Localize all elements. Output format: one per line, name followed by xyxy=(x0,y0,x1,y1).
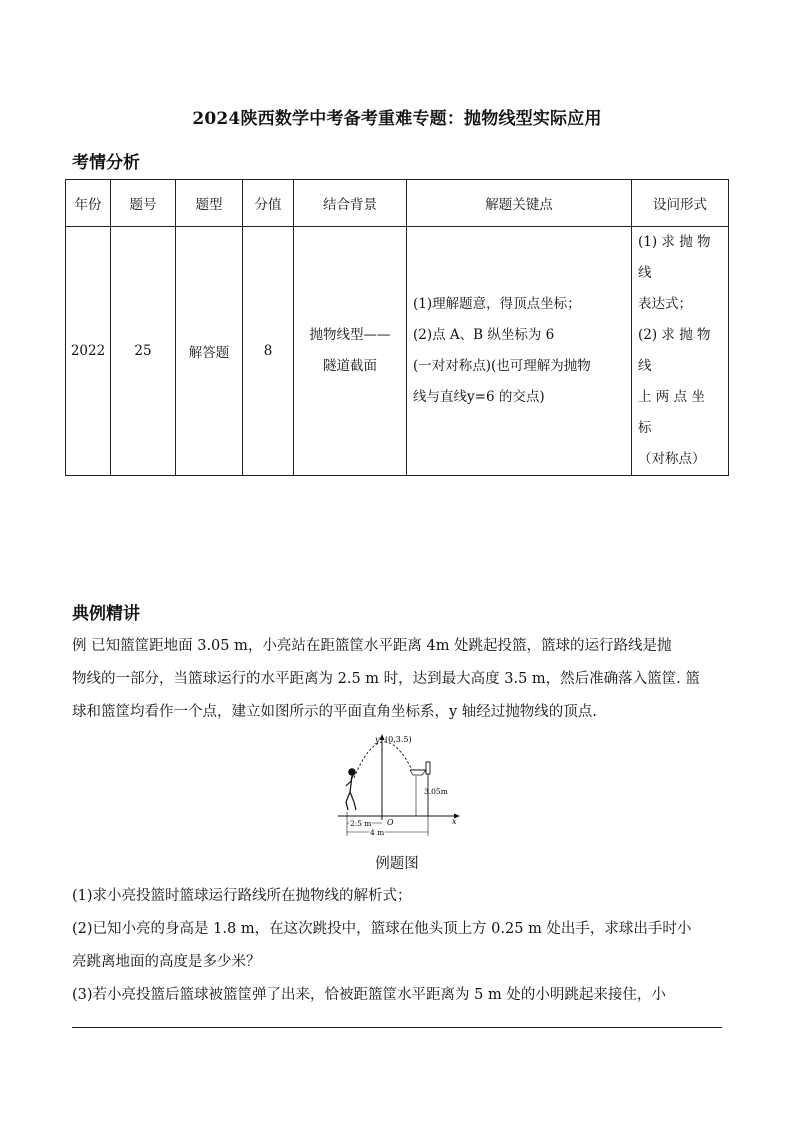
vertex-label: (0,3.5) xyxy=(385,735,412,744)
header-number: 题号 xyxy=(111,180,176,227)
analysis-table xyxy=(65,179,729,476)
background-line: 抛物线型—— xyxy=(309,327,391,343)
question-3: (3)若小亮投篮后篮球被篮筐弹了出来，恰被距篮筐水平距离为 5 m 处的小明跳起来接住，小 xyxy=(72,987,666,1003)
cell-score: 8 xyxy=(243,227,294,476)
y-axis-arrow xyxy=(380,734,385,740)
cell-key-points xyxy=(407,227,632,476)
x-axis-label: x xyxy=(452,817,457,826)
cell-number: 25 xyxy=(111,227,176,476)
cell-background xyxy=(294,227,407,476)
question-2-line1: (2)已知小亮的身高是 1.8 m，在这次跳投中，篮球在他头顶上方 0.25 m 处出手，求球出手时小 xyxy=(72,921,692,937)
height-label: 3.05m xyxy=(424,787,448,796)
question-1: (1)求小亮投篮时篮球运行路线所在抛物线的解析式； xyxy=(72,888,412,904)
dim-label-2-5: 2.5 m xyxy=(350,819,372,828)
header-background: 结合背景 xyxy=(294,180,407,227)
cell-year: 2022 xyxy=(66,227,111,476)
section-heading-analysis: 考情分析 xyxy=(72,153,140,173)
header-year: 年份 xyxy=(66,180,111,227)
key-point-line: (1)理解题意，得顶点坐标； xyxy=(413,296,581,312)
form-line: （对称点） xyxy=(638,451,706,467)
figure-caption: 例题图 xyxy=(375,856,419,872)
backboard xyxy=(426,762,430,774)
dim-label-4: 4 m xyxy=(370,828,385,837)
question-2-line2: 亮跳离地面的高度是多少米？ xyxy=(72,954,261,970)
example-line: 物线的一部分，当篮球运行的水平距离为 2.5 m 时，达到最大高度 3.5 m，然后准确落入篮筐. 篮 xyxy=(72,671,700,687)
header-type: 题型 xyxy=(176,180,243,227)
table-header-row xyxy=(66,180,729,227)
header-score: 分值 xyxy=(243,180,294,227)
page-title: 2024陕西数学中考备考重难专题：抛物线型实际应用 xyxy=(192,109,602,129)
form-line: (1) 求 抛 物 线 xyxy=(638,234,711,281)
cell-type: 解答题 xyxy=(176,227,243,476)
hoop-net xyxy=(410,770,426,775)
form-line: 上 两 点 坐 标 xyxy=(638,389,705,436)
key-point-line: (一对对称点)(也可理解为抛物 xyxy=(413,358,591,374)
y-axis-label: y xyxy=(375,735,380,744)
header-question-form: 设问形式 xyxy=(632,180,729,227)
key-point-line: (2)点 A、B 纵坐标为 6 xyxy=(413,327,555,343)
table-row xyxy=(66,227,729,476)
form-line: (2) 求 抛 物 线 xyxy=(638,327,711,374)
header-key-points: 解题关键点 xyxy=(407,180,632,227)
example-paragraph xyxy=(72,630,724,729)
section-heading-examples: 典例精讲 xyxy=(72,604,140,624)
footer-rule xyxy=(72,1027,722,1028)
example-line: 例 已知篮筐距地面 3.05 m，小亮站在距篮筐水平距离 4m 处跳起投篮，篮球的运行路线是抛 xyxy=(72,638,672,654)
questions-block xyxy=(72,880,724,1012)
background-line: 隧道截面 xyxy=(323,358,377,374)
trajectory-parabola xyxy=(354,742,412,778)
form-line: 表达式； xyxy=(638,296,692,312)
player-figure xyxy=(346,769,356,810)
example-figure xyxy=(330,728,470,844)
key-point-line: 线与直线y=6 的交点) xyxy=(413,389,545,405)
cell-question-form xyxy=(632,227,729,476)
example-line: 球和篮筐均看作一个点，建立如图所示的平面直角坐标系，y 轴经过抛物线的顶点. xyxy=(72,704,597,720)
origin-label: O xyxy=(387,818,394,827)
